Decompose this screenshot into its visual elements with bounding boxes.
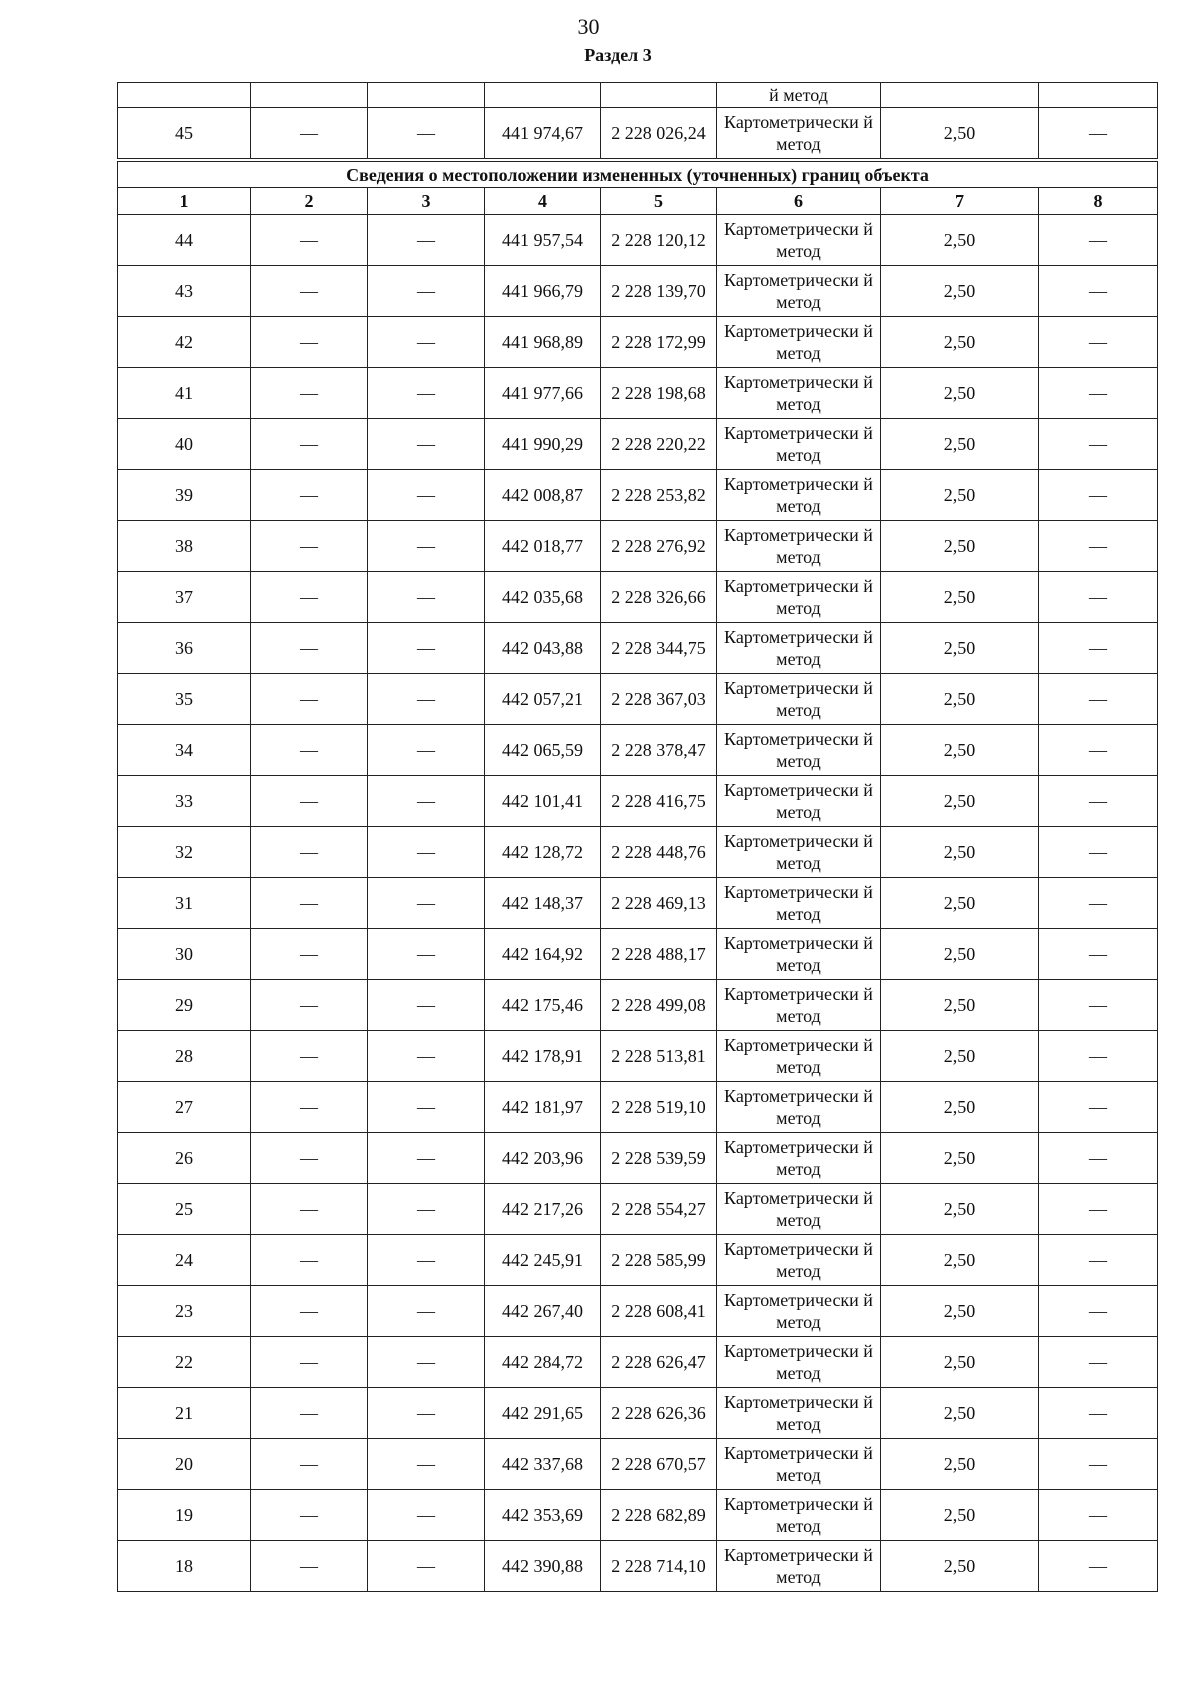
accuracy-cell: 2,50 [881, 1133, 1039, 1184]
column-2-cell: — [251, 776, 368, 827]
table-row [118, 419, 1158, 470]
method-cell: Картометрически й метод [717, 1082, 881, 1133]
x-coordinate-cell: 442 164,92 [485, 929, 601, 980]
coordinates-table [117, 82, 1158, 1592]
column-8-cell: — [1039, 1439, 1158, 1490]
column-2-cell: — [251, 1337, 368, 1388]
table-row [118, 1031, 1158, 1082]
x-coordinate-cell: 441 977,66 [485, 368, 601, 419]
column-8-cell: — [1039, 1235, 1158, 1286]
column-2-cell: — [251, 266, 368, 317]
accuracy-cell: 2,50 [881, 1184, 1039, 1235]
column-3-cell: — [368, 1286, 485, 1337]
accuracy-cell: 2,50 [881, 572, 1039, 623]
column-3-cell: — [368, 1439, 485, 1490]
point-number-cell: 41 [118, 368, 251, 419]
table-row [118, 317, 1158, 368]
point-number-cell: 40 [118, 419, 251, 470]
column-8-cell: — [1039, 368, 1158, 419]
column-8-cell: — [1039, 1184, 1158, 1235]
column-2-cell: — [251, 980, 368, 1031]
carryover-row [118, 83, 1158, 108]
column-8-cell: — [1039, 317, 1158, 368]
column-3-cell: — [368, 1082, 485, 1133]
accuracy-cell: 2,50 [881, 827, 1039, 878]
table-row [118, 776, 1158, 827]
column-3-cell: — [368, 1490, 485, 1541]
table-row [118, 827, 1158, 878]
column-2-cell: — [251, 623, 368, 674]
accuracy-cell: 2,50 [881, 623, 1039, 674]
point-number-cell: 31 [118, 878, 251, 929]
column-8-cell: — [1039, 1337, 1158, 1388]
point-number-cell: 34 [118, 725, 251, 776]
accuracy-cell: 2,50 [881, 215, 1039, 266]
y-coordinate-cell: 2 228 488,17 [601, 929, 717, 980]
accuracy-cell: 2,50 [881, 521, 1039, 572]
x-coordinate-cell: 442 390,88 [485, 1541, 601, 1592]
x-coordinate-cell: 442 057,21 [485, 674, 601, 725]
column-8-cell: — [1039, 1031, 1158, 1082]
method-cell: Картометрически й метод [717, 1235, 881, 1286]
column-8-cell: — [1039, 1490, 1158, 1541]
accuracy-cell: 2,50 [881, 368, 1039, 419]
column-8-cell: — [1039, 419, 1158, 470]
method-cell: Картометрически й метод [717, 521, 881, 572]
y-coordinate-cell: 2 228 198,68 [601, 368, 717, 419]
accuracy-cell: 2,50 [881, 878, 1039, 929]
table-cell [368, 83, 485, 108]
table-row [118, 1337, 1158, 1388]
table-row [118, 108, 1158, 161]
section-title: Раздел 3 [584, 45, 652, 65]
method-cell: Картометрически й метод [717, 470, 881, 521]
accuracy-cell: 2,50 [881, 317, 1039, 368]
section-heading-row [118, 160, 1158, 188]
x-coordinate-cell: 442 178,91 [485, 1031, 601, 1082]
column-3-cell: — [368, 470, 485, 521]
method-cell: Картометрически й метод [717, 317, 881, 368]
point-number-cell: 36 [118, 623, 251, 674]
x-coordinate-cell: 442 284,72 [485, 1337, 601, 1388]
table-cell [881, 83, 1039, 108]
column-2-cell: — [251, 1184, 368, 1235]
method-cell: Картометрически й метод [717, 108, 881, 161]
table-row [118, 929, 1158, 980]
section-heading: Сведения о местоположении измененных (уточненных) границ объекта [118, 160, 1158, 188]
accuracy-cell: 2,50 [881, 1235, 1039, 1286]
method-cell: Картометрически й метод [717, 674, 881, 725]
y-coordinate-cell: 2 228 554,27 [601, 1184, 717, 1235]
column-2-cell: — [251, 878, 368, 929]
accuracy-cell: 2,50 [881, 419, 1039, 470]
column-3-cell: — [368, 1388, 485, 1439]
table-row [118, 674, 1158, 725]
column-8-cell: — [1039, 521, 1158, 572]
accuracy-cell: 2,50 [881, 108, 1039, 161]
point-number-cell: 45 [118, 108, 251, 161]
accuracy-cell: 2,50 [881, 929, 1039, 980]
table-row [118, 1082, 1158, 1133]
table-row [118, 521, 1158, 572]
column-8-cell: — [1039, 1082, 1158, 1133]
y-coordinate-cell: 2 228 326,66 [601, 572, 717, 623]
table-row [118, 1541, 1158, 1592]
column-2-cell: — [251, 1286, 368, 1337]
column-3-cell: — [368, 521, 485, 572]
column-2-cell: — [251, 929, 368, 980]
table-cell [485, 83, 601, 108]
column-header: 3 [368, 188, 485, 215]
column-3-cell: — [368, 317, 485, 368]
point-number-cell: 33 [118, 776, 251, 827]
y-coordinate-cell: 2 228 220,22 [601, 419, 717, 470]
x-coordinate-cell: 442 035,68 [485, 572, 601, 623]
method-cell: Картометрически й метод [717, 1439, 881, 1490]
column-8-cell: — [1039, 470, 1158, 521]
method-cell: Картометрически й метод [717, 776, 881, 827]
method-cell: Картометрически й метод [717, 1388, 881, 1439]
point-number-cell: 18 [118, 1541, 251, 1592]
column-8-cell: — [1039, 776, 1158, 827]
page-number: 30 [577, 14, 600, 39]
column-2-cell: — [251, 317, 368, 368]
x-coordinate-cell: 442 245,91 [485, 1235, 601, 1286]
point-number-cell: 27 [118, 1082, 251, 1133]
column-3-cell: — [368, 623, 485, 674]
column-8-cell: — [1039, 1133, 1158, 1184]
point-number-cell: 35 [118, 674, 251, 725]
point-number-cell: 30 [118, 929, 251, 980]
accuracy-cell: 2,50 [881, 470, 1039, 521]
table-row [118, 980, 1158, 1031]
accuracy-cell: 2,50 [881, 776, 1039, 827]
y-coordinate-cell: 2 228 519,10 [601, 1082, 717, 1133]
y-coordinate-cell: 2 228 499,08 [601, 980, 717, 1031]
table-row [118, 1184, 1158, 1235]
y-coordinate-cell: 2 228 378,47 [601, 725, 717, 776]
point-number-cell: 38 [118, 521, 251, 572]
y-coordinate-cell: 2 228 608,41 [601, 1286, 717, 1337]
table-row [118, 470, 1158, 521]
column-8-cell: — [1039, 827, 1158, 878]
point-number-cell: 23 [118, 1286, 251, 1337]
method-cell: Картометрически й метод [717, 1490, 881, 1541]
column-8-cell: — [1039, 980, 1158, 1031]
column-header: 8 [1039, 188, 1158, 215]
method-cell: Картометрически й метод [717, 266, 881, 317]
y-coordinate-cell: 2 228 626,36 [601, 1388, 717, 1439]
column-3-cell: — [368, 215, 485, 266]
method-cell: Картометрически й метод [717, 623, 881, 674]
table-row [118, 1490, 1158, 1541]
y-coordinate-cell: 2 228 026,24 [601, 108, 717, 161]
method-cell: Картометрически й метод [717, 1184, 881, 1235]
column-header: 5 [601, 188, 717, 215]
column-8-cell: — [1039, 1286, 1158, 1337]
y-coordinate-cell: 2 228 367,03 [601, 674, 717, 725]
y-coordinate-cell: 2 228 448,76 [601, 827, 717, 878]
table-row [118, 623, 1158, 674]
column-3-cell: — [368, 674, 485, 725]
accuracy-cell: 2,50 [881, 1286, 1039, 1337]
column-3-cell: — [368, 368, 485, 419]
column-3-cell: — [368, 725, 485, 776]
method-cell: Картометрически й метод [717, 419, 881, 470]
table-cell [601, 83, 717, 108]
column-header-row [118, 188, 1158, 215]
column-2-cell: — [251, 572, 368, 623]
method-cell: Картометрически й метод [717, 1541, 881, 1592]
method-cell: Картометрически й метод [717, 725, 881, 776]
y-coordinate-cell: 2 228 172,99 [601, 317, 717, 368]
y-coordinate-cell: 2 228 714,10 [601, 1541, 717, 1592]
column-8-cell: — [1039, 674, 1158, 725]
x-coordinate-cell: 442 203,96 [485, 1133, 601, 1184]
y-coordinate-cell: 2 228 670,57 [601, 1439, 717, 1490]
x-coordinate-cell: 441 990,29 [485, 419, 601, 470]
point-number-cell: 22 [118, 1337, 251, 1388]
x-coordinate-cell: 442 267,40 [485, 1286, 601, 1337]
method-cell: Картометрически й метод [717, 929, 881, 980]
accuracy-cell: 2,50 [881, 1439, 1039, 1490]
accuracy-cell: 2,50 [881, 1337, 1039, 1388]
x-coordinate-cell: 442 337,68 [485, 1439, 601, 1490]
point-number-cell: 24 [118, 1235, 251, 1286]
column-2-cell: — [251, 1439, 368, 1490]
table-row [118, 368, 1158, 419]
column-header: 1 [118, 188, 251, 215]
column-3-cell: — [368, 878, 485, 929]
table-row [118, 878, 1158, 929]
column-header: 7 [881, 188, 1039, 215]
column-8-cell: — [1039, 623, 1158, 674]
column-2-cell: — [251, 215, 368, 266]
column-2-cell: — [251, 1541, 368, 1592]
x-coordinate-cell: 442 181,97 [485, 1082, 601, 1133]
y-coordinate-cell: 2 228 344,75 [601, 623, 717, 674]
method-cell: Картометрически й метод [717, 1031, 881, 1082]
column-2-cell: — [251, 1031, 368, 1082]
y-coordinate-cell: 2 228 276,92 [601, 521, 717, 572]
column-8-cell: — [1039, 266, 1158, 317]
column-3-cell: — [368, 1133, 485, 1184]
x-coordinate-cell: 441 968,89 [485, 317, 601, 368]
point-number-cell: 32 [118, 827, 251, 878]
y-coordinate-cell: 2 228 416,75 [601, 776, 717, 827]
table-cell [118, 83, 251, 108]
method-cell: Картометрически й метод [717, 368, 881, 419]
x-coordinate-cell: 442 353,69 [485, 1490, 601, 1541]
column-3-cell: — [368, 980, 485, 1031]
point-number-cell: 19 [118, 1490, 251, 1541]
column-header: 6 [717, 188, 881, 215]
x-coordinate-cell: 442 043,88 [485, 623, 601, 674]
column-8-cell: — [1039, 215, 1158, 266]
table-body [118, 83, 1158, 1592]
point-number-cell: 43 [118, 266, 251, 317]
point-number-cell: 28 [118, 1031, 251, 1082]
point-number-cell: 42 [118, 317, 251, 368]
column-2-cell: — [251, 725, 368, 776]
table-row [118, 1439, 1158, 1490]
column-3-cell: — [368, 1031, 485, 1082]
x-coordinate-cell: 442 008,87 [485, 470, 601, 521]
column-3-cell: — [368, 1235, 485, 1286]
y-coordinate-cell: 2 228 253,82 [601, 470, 717, 521]
column-2-cell: — [251, 1133, 368, 1184]
point-number-cell: 21 [118, 1388, 251, 1439]
y-coordinate-cell: 2 228 626,47 [601, 1337, 717, 1388]
method-cell: Картометрически й метод [717, 215, 881, 266]
y-coordinate-cell: 2 228 682,89 [601, 1490, 717, 1541]
column-2-cell: — [251, 674, 368, 725]
column-2-cell: — [251, 1235, 368, 1286]
method-cell: Картометрически й метод [717, 878, 881, 929]
point-number-cell: 20 [118, 1439, 251, 1490]
column-2-cell: — [251, 1490, 368, 1541]
accuracy-cell: 2,50 [881, 674, 1039, 725]
column-8-cell: — [1039, 878, 1158, 929]
point-number-cell: 25 [118, 1184, 251, 1235]
table-cell [1039, 83, 1158, 108]
column-3-cell: — [368, 776, 485, 827]
table-row [118, 266, 1158, 317]
y-coordinate-cell: 2 228 469,13 [601, 878, 717, 929]
column-2-cell: — [251, 521, 368, 572]
x-coordinate-cell: 442 128,72 [485, 827, 601, 878]
method-cell: Картометрически й метод [717, 1286, 881, 1337]
table-row [118, 215, 1158, 266]
column-3-cell: — [368, 929, 485, 980]
accuracy-cell: 2,50 [881, 266, 1039, 317]
x-coordinate-cell: 442 018,77 [485, 521, 601, 572]
column-3-cell: — [368, 572, 485, 623]
point-number-cell: 37 [118, 572, 251, 623]
column-8-cell: — [1039, 929, 1158, 980]
y-coordinate-cell: 2 228 120,12 [601, 215, 717, 266]
column-3-cell: — [368, 108, 485, 161]
accuracy-cell: 2,50 [881, 1490, 1039, 1541]
column-3-cell: — [368, 1337, 485, 1388]
column-2-cell: — [251, 368, 368, 419]
column-header: 2 [251, 188, 368, 215]
column-8-cell: — [1039, 572, 1158, 623]
table-cell [251, 83, 368, 108]
table-row [118, 725, 1158, 776]
x-coordinate-cell: 442 101,41 [485, 776, 601, 827]
column-2-cell: — [251, 108, 368, 161]
table-row [118, 1133, 1158, 1184]
y-coordinate-cell: 2 228 513,81 [601, 1031, 717, 1082]
column-header: 4 [485, 188, 601, 215]
method-cell: Картометрически й метод [717, 1133, 881, 1184]
x-coordinate-cell: 442 148,37 [485, 878, 601, 929]
accuracy-cell: 2,50 [881, 725, 1039, 776]
x-coordinate-cell: 442 065,59 [485, 725, 601, 776]
accuracy-cell: 2,50 [881, 1082, 1039, 1133]
column-2-cell: — [251, 827, 368, 878]
y-coordinate-cell: 2 228 585,99 [601, 1235, 717, 1286]
table-row [118, 1286, 1158, 1337]
column-8-cell: — [1039, 1388, 1158, 1439]
table-row [118, 572, 1158, 623]
x-coordinate-cell: 442 291,65 [485, 1388, 601, 1439]
accuracy-cell: 2,50 [881, 1031, 1039, 1082]
column-2-cell: — [251, 419, 368, 470]
column-2-cell: — [251, 1388, 368, 1439]
column-3-cell: — [368, 419, 485, 470]
method-cell: Картометрически й метод [717, 572, 881, 623]
method-cell: Картометрически й метод [717, 827, 881, 878]
x-coordinate-cell: 441 974,67 [485, 108, 601, 161]
table-row [118, 1388, 1158, 1439]
column-8-cell: — [1039, 108, 1158, 161]
column-2-cell: — [251, 1082, 368, 1133]
column-3-cell: — [368, 266, 485, 317]
column-8-cell: — [1039, 1541, 1158, 1592]
column-2-cell: — [251, 470, 368, 521]
method-cell: Картометрически й метод [717, 980, 881, 1031]
method-cell: Картометрически й метод [717, 1337, 881, 1388]
x-coordinate-cell: 441 957,54 [485, 215, 601, 266]
y-coordinate-cell: 2 228 139,70 [601, 266, 717, 317]
y-coordinate-cell: 2 228 539,59 [601, 1133, 717, 1184]
point-number-cell: 44 [118, 215, 251, 266]
column-3-cell: — [368, 1541, 485, 1592]
column-3-cell: — [368, 1184, 485, 1235]
accuracy-cell: 2,50 [881, 1388, 1039, 1439]
x-coordinate-cell: 442 217,26 [485, 1184, 601, 1235]
column-3-cell: — [368, 827, 485, 878]
point-number-cell: 29 [118, 980, 251, 1031]
point-number-cell: 39 [118, 470, 251, 521]
accuracy-cell: 2,50 [881, 1541, 1039, 1592]
x-coordinate-cell: 441 966,79 [485, 266, 601, 317]
point-number-cell: 26 [118, 1133, 251, 1184]
x-coordinate-cell: 442 175,46 [485, 980, 601, 1031]
carryover-method-tail: й метод [717, 83, 881, 108]
table-row [118, 1235, 1158, 1286]
column-8-cell: — [1039, 725, 1158, 776]
accuracy-cell: 2,50 [881, 980, 1039, 1031]
